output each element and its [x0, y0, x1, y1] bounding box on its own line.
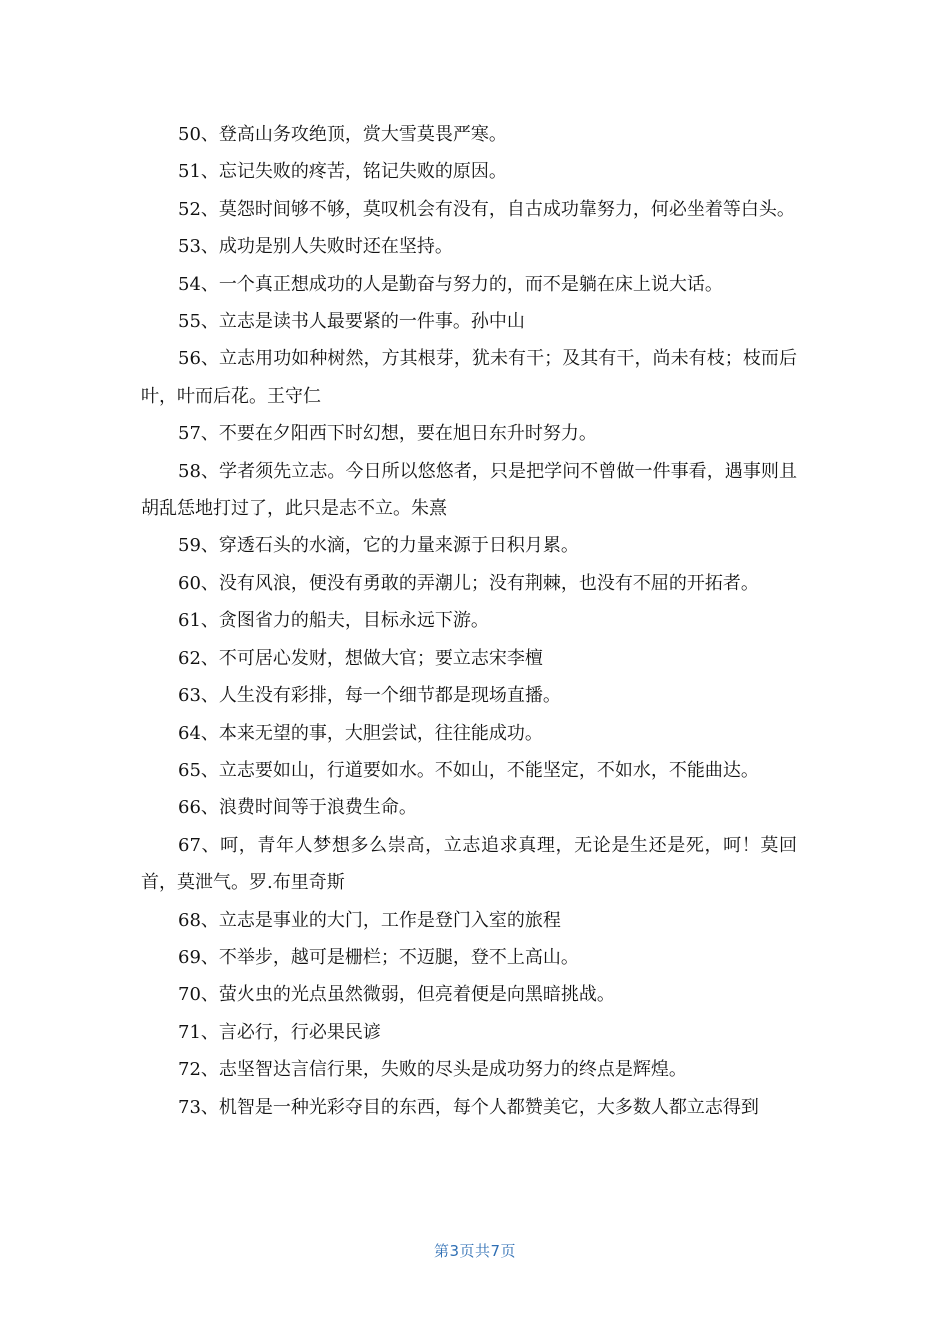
quote-line: 73、机智是一种光彩夺目的东西，每个人都赞美它，大多数人都立志得到	[178, 1096, 759, 1118]
quote-line: 66、浪费时间等于浪费生命。	[178, 797, 417, 819]
quote-line: 54、一个真正想成功的人是勤奋与努力的，而不是躺在床上说大话。	[178, 273, 723, 295]
quote-line: 69、不举步，越可是栅栏；不迈腿，登不上高山。	[178, 946, 579, 968]
quote-line: 64、本来无望的事，大胆尝试，往往能成功。	[178, 722, 543, 744]
quote-line: 55、立志是读书人最要紧的一件事。孙中山	[178, 311, 525, 333]
quote-line: 59、穿透石头的水滴，它的力量来源于日积月累。	[178, 535, 579, 557]
quote-line: 70、萤火虫的光点虽然微弱，但亮着便是向黑暗挑战。	[178, 984, 615, 1006]
quote-line: 52、莫怨时间够不够，莫叹机会有没有，自古成功靠努力，何必坐着等白头。	[178, 198, 795, 220]
document-body	[141, 116, 797, 1126]
quote-line: 56、立志用功如种树然，方其根芽，犹未有干；及其有干，尚未有枝；枝而后叶，叶而后花。王守仁	[141, 348, 797, 407]
quote-line: 53、成功是别人失败时还在坚持。	[178, 236, 453, 258]
quote-line: 65、立志要如山，行道要如水。不如山，不能坚定，不如水，不能曲达。	[178, 759, 759, 781]
quote-line: 71、言必行，行必果民谚	[178, 1021, 381, 1043]
quote-line: 50、登高山务攻绝顶，赏大雪莫畏严寒。	[178, 124, 507, 145]
quote-line: 63、人生没有彩排，每一个细节都是现场直播。	[178, 685, 561, 707]
quote-line: 58、学者须先立志。今日所以悠悠者，只是把学问不曾做一件事看，遇事则且胡乱恁地打过了，此只是志不立。朱熹	[141, 460, 797, 520]
quote-line: 51、忘记失败的疼苦，铭记失败的原因。	[178, 161, 507, 183]
quote-line: 60、没有风浪，便没有勇敢的弄潮儿；没有荆棘，也没有不屈的开拓者。	[178, 572, 759, 594]
quote-line: 67、呵，青年人梦想多么崇高，立志追求真理，无论是生还是死，呵！莫回首，莫泄气。罗.布里奇斯	[141, 834, 797, 894]
page-number-footer: 第3页共7页	[433, 1242, 517, 1260]
quote-line: 62、不可居心发财，想做大官；要立志宋李檀	[178, 647, 543, 669]
quote-line: 72、志坚智达言信行果，失败的尽头是成功努力的终点是辉煌。	[178, 1059, 687, 1081]
quote-line: 61、贪图省力的船夫，目标永远下游。	[178, 610, 489, 632]
quote-line: 68、立志是事业的大门，工作是登门入室的旅程	[178, 909, 561, 931]
quote-line: 57、不要在夕阳西下时幻想，要在旭日东升时努力。	[178, 423, 597, 445]
